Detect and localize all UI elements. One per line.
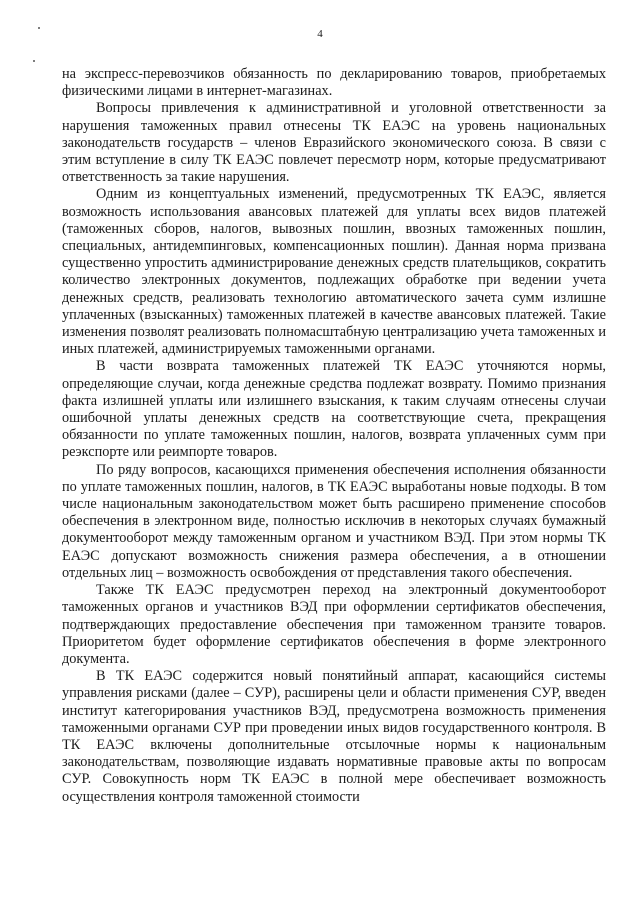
document-body — [62, 66, 606, 806]
paragraph-advance-payments: Одним из концептуальных изменений, предусмотренных ТК ЕАЭС, является возможность использования авансовых платежей для уплаты всех видов платежей (таможенных сборов, налогов, вывозных пошлин, ввозных таможенных пошлин, специальных, антидемпинговых, компенсационных пошлин). Данная норма призвана существенно упростить администрирование денежных средств плательщиков, сократить количество электронных документов, подлежащих обработке при ведении учета денежных средств, реализовать технологию автоматического зачета сумм излишне уплаченных (взысканных) таможенных платежей в качестве авансовых платежей. Такие изменения позволят реализовать полномасштабную централизацию учета таможенных и иных платежей, администрируемых таможенными органами. — [62, 186, 606, 358]
page-number: 4 — [317, 28, 323, 40]
paragraph-risk-management: В ТК ЕАЭС содержится новый понятийный аппарат, касающийся системы управления рисками (далее – СУР), расширены цели и области применения СУР, введен институт категорирования участников ВЭД, предусмотрена возможность применения таможенными органами СУР при проведении иных видов государственного контроля. В ТК ЕАЭС включены дополнительные отсылочные нормы к национальным законодательствам, позволяющие издавать нормативные правовые акты по вопросам СУР. Совокупность норм ТК ЕАЭС в полной мере обеспечивает возможность осуществления контроля таможенной стоимости — [62, 668, 606, 805]
paragraph-electronic-docs: Также ТК ЕАЭС предусмотрен переход на электронный документооборот таможенных органов и участников ВЭД при оформлении сертификатов обеспечения, подтверждающих предоставление обеспечения при таможенном транзите товаров. Приоритетом будет оформление сертификатов обеспечения в форме электронного документа. — [62, 582, 606, 667]
paragraph-security: По ряду вопросов, касающихся применения обеспечения исполнения обязанности по уплате таможенных пошлин, налогов, в ТК ЕАЭС выработаны новые подходы. В том числе национальным законодательством может быть расширено применение способов обеспечения в электронном виде, полностью исключив в некоторых случаях бумажный документооборот между таможенным органом и участником ВЭД. При этом нормы ТК ЕАЭС допускают возможность снижения размера обеспечения, а в отношении отдельных лиц – возможность освобождения от представления такого обеспечения. — [62, 461, 606, 581]
scan-speck — [33, 60, 35, 62]
paragraph-refunds: В части возврата таможенных платежей ТК ЕАЭС уточняются нормы, определяющие случаи, когда денежные средства подлежат возврату. Помимо признания факта излишней уплаты или излишнего взыскания, к таким случаям отнесены случаи ошибочной уплаты денежных средств на соответствующие счета, прекращения обязанности по уплате таможенных пошлин, налогов, возврата уплаченных сумм при реэкспорте или реимпорте товаров. — [62, 358, 606, 461]
paragraph-liability: Вопросы привлечения к административной и уголовной ответственности за нарушения таможенных правил отнесены ТК ЕАЭС на уровень национальных законодательств государств – членов Евразийского экономического союза. В связи с этим вступление в силу ТК ЕАЭС повлечет пересмотр норм, которые предусматривают ответственность за такие нарушения. — [62, 100, 606, 186]
paragraph-continuation: на экспресс-перевозчиков обязанность по декларированию товаров, приобретаемых физическими лицами в интернет-магазинах. — [62, 66, 606, 100]
